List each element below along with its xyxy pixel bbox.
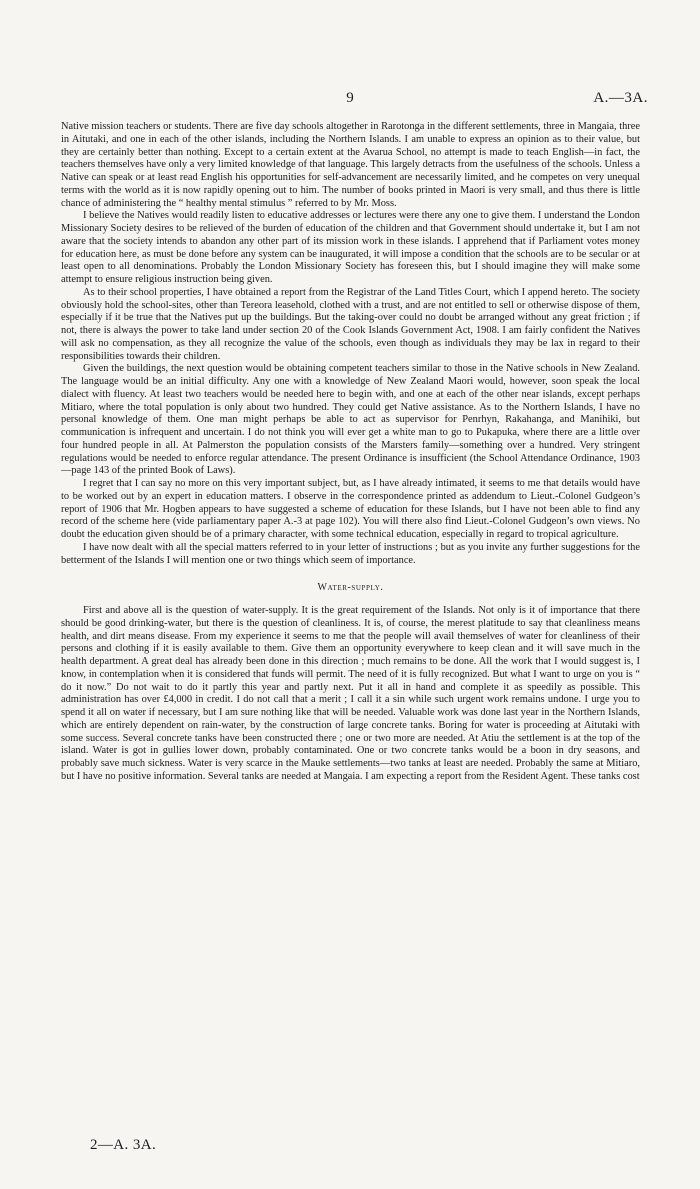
document-reference: A.—3A. — [593, 90, 648, 106]
paragraph-teachers: Given the buildings, the next question would be obtaining competent teachers similar to those in the Native schools in New Zealand. The language would be an initial difficulty. Any one with a knowledge of New Zealand Maori would, however, soon speak the local dialect with fluency. At least two teachers would be needed here to begin with, and one at each of the other near islands, except perhaps Mitiaro, where the total population is only about two hundred. They could get Native assistance. As to the Northern Islands, I have no personal knowledge of them. One man might perhaps be able to act as supervisor for Penrhyn, Rakahanga, and Manihiki, but communication is infrequent and uncertain. I do not think you will ever get a white man to go to Pukapuka, where there are a little over four hundred people in all. At Palmerston the population consists of the Marsters family—something over a hundred. Very stringent regulations would be needed to enforce regular attendance. The present Ordinance is insufficient (the School Attendance Ordinance, 1903—page 143 of the printed Book of Laws). — [61, 363, 640, 477]
page-number: 9 — [346, 90, 354, 106]
paragraph-school-properties: As to their school properties, I have obtained a report from the Registrar of the Land Titles Court, which I append hereto. The society obviously hold the school-sites, other than Tereora leasehold, clothed with a trust, and are not entitled to sell or otherwise dispose of them, especially if it be true that the Natives put up the buildings. But the taking-over could no doubt be arranged without any great friction ; if not, there is always the power to take land under section 20 of the Cook Islands Government Act, 1908. I am fairly confident the Natives will ask no compensation, as they all recognize the value of the schools, even though as individuals they may be lax in regard to their responsibilities towards their children. — [61, 286, 640, 362]
body-text — [61, 121, 640, 784]
paragraph-native-mission-teachers: Native mission teachers or students. There are five day schools altogether in Rarotonga in the different settlements, three in Mangaia, three in Aitutaki, and one in each of the other islands, including the Northern Islands. I am unable to express an opinion as to their value, but they are certainly better than nothing. Except to a certain extent at the Avarua School, no attempt is made to teach English—in fact, the teachers themselves have only a very limited knowledge of that language. This largely detracts from the usefulness of the schools. Unless a Native can speak or at least read English his opportunities for self-advancement are necessarily limited, and he competes on very unequal terms with the world as it is now rapidly opening out to him. The number of books printed in Maori is very small, and thus there is little chance of administering the “ healthy mental stimulus ” referred to by Mr. Moss. — [61, 121, 640, 209]
section-heading-water-supply: Water-supply. — [317, 582, 384, 594]
page-signature-mark: 2—A. 3A. — [90, 1137, 157, 1153]
paragraph-natives-addresses: I believe the Natives would readily listen to educative addresses or lectures were there any one to give them. I understand the London Missionary Society desires to be relieved of the burden of education of the children and that Government should undertake it, but I am not aware that the society intends to abandon any other part of its mission work in these islands. I apprehend that if Parliament votes money for education here, as must be done before any system can be inaugurated, it will impose a condition that the schools are to be secular or at least open to all denominations. Probably the London Missionary Society has foreseen this, but I should imagine they will make some attempt to ensure religious instruction being given. — [61, 210, 640, 285]
paragraph-special-matters: I have now dealt with all the special matters referred to in your letter of instructions ; but as you invite any further suggestions for the betterment of the Islands I will mention one or two things which seem of importance. — [61, 541, 640, 566]
paragraph-regret: I regret that I can say no more on this very important subject, but, as I have already intimated, it seems to me that details would have to be worked out by an expert in education matters. I observe in the correspondence printed as addendum to Lieut.-Colonel Gudgeon’s report of 1906 that Mr. Hogben appears to have suggested a scheme of education for these Islands, but I have not been able to find any record of the scheme here (vide parliamentary paper A.-3 at page 102). You will there also find Lieut.-Colonel Gudgeon’s own views. No doubt the education given should be of a primary character, with some technical education, especially in regard to tropical agriculture. — [61, 478, 640, 540]
paragraph-water-supply: First and above all is the question of water-supply. It is the great requirement of the Islands. Not only is it of importance that there should be good drinking-water, but there is the question of cleanliness. It is, of course, the merest platitude to say that cleanliness means health, and dirt means disease. From my experience it seems to me that the people will avail themselves of water for cleanliness of their persons and clothing if it is easily available to them. Give them an opportunity everywhere to keep clean and it will save much in the health department. A great deal has already been done in this direction ; much remains to be done. All the work that I would suggest is, I know, in contemplation when it is considered that funds will permit. The need of it is fully recognized. But what I want to urge on you is “ do it now.” Do not wait to do it partly this year and partly next. Put it all in hand and complete it as speedily as possible. This administration has over £4,000 in credit. I do not call that a merit ; I call it a sin while such urgent work remains undone. I urge you to spend it all on water if necessary, but I am sure nothing like that will be needed. Valuable work was done last year in the Northern Islands, which are entirely dependent on rain-water, by the construction of large concrete tanks. Boring for water is proceeding at Aitutaki with some success. Several concrete tanks have been constructed there ; one or two more are needed. At Atiu the settlement is at the top of the island. Water is got in gullies lower down, probably contaminated. One or two concrete tanks would be a boon in dry seasons, and probably save much sickness. Water is very scarce in the Mauke settlements—two tanks at least are needed. Probably the same at Mitiaro, but I have no positive information. Several tanks are needed at Mangaia. I am expecting a report from the Resident Agent. These tanks cost — [61, 605, 640, 782]
